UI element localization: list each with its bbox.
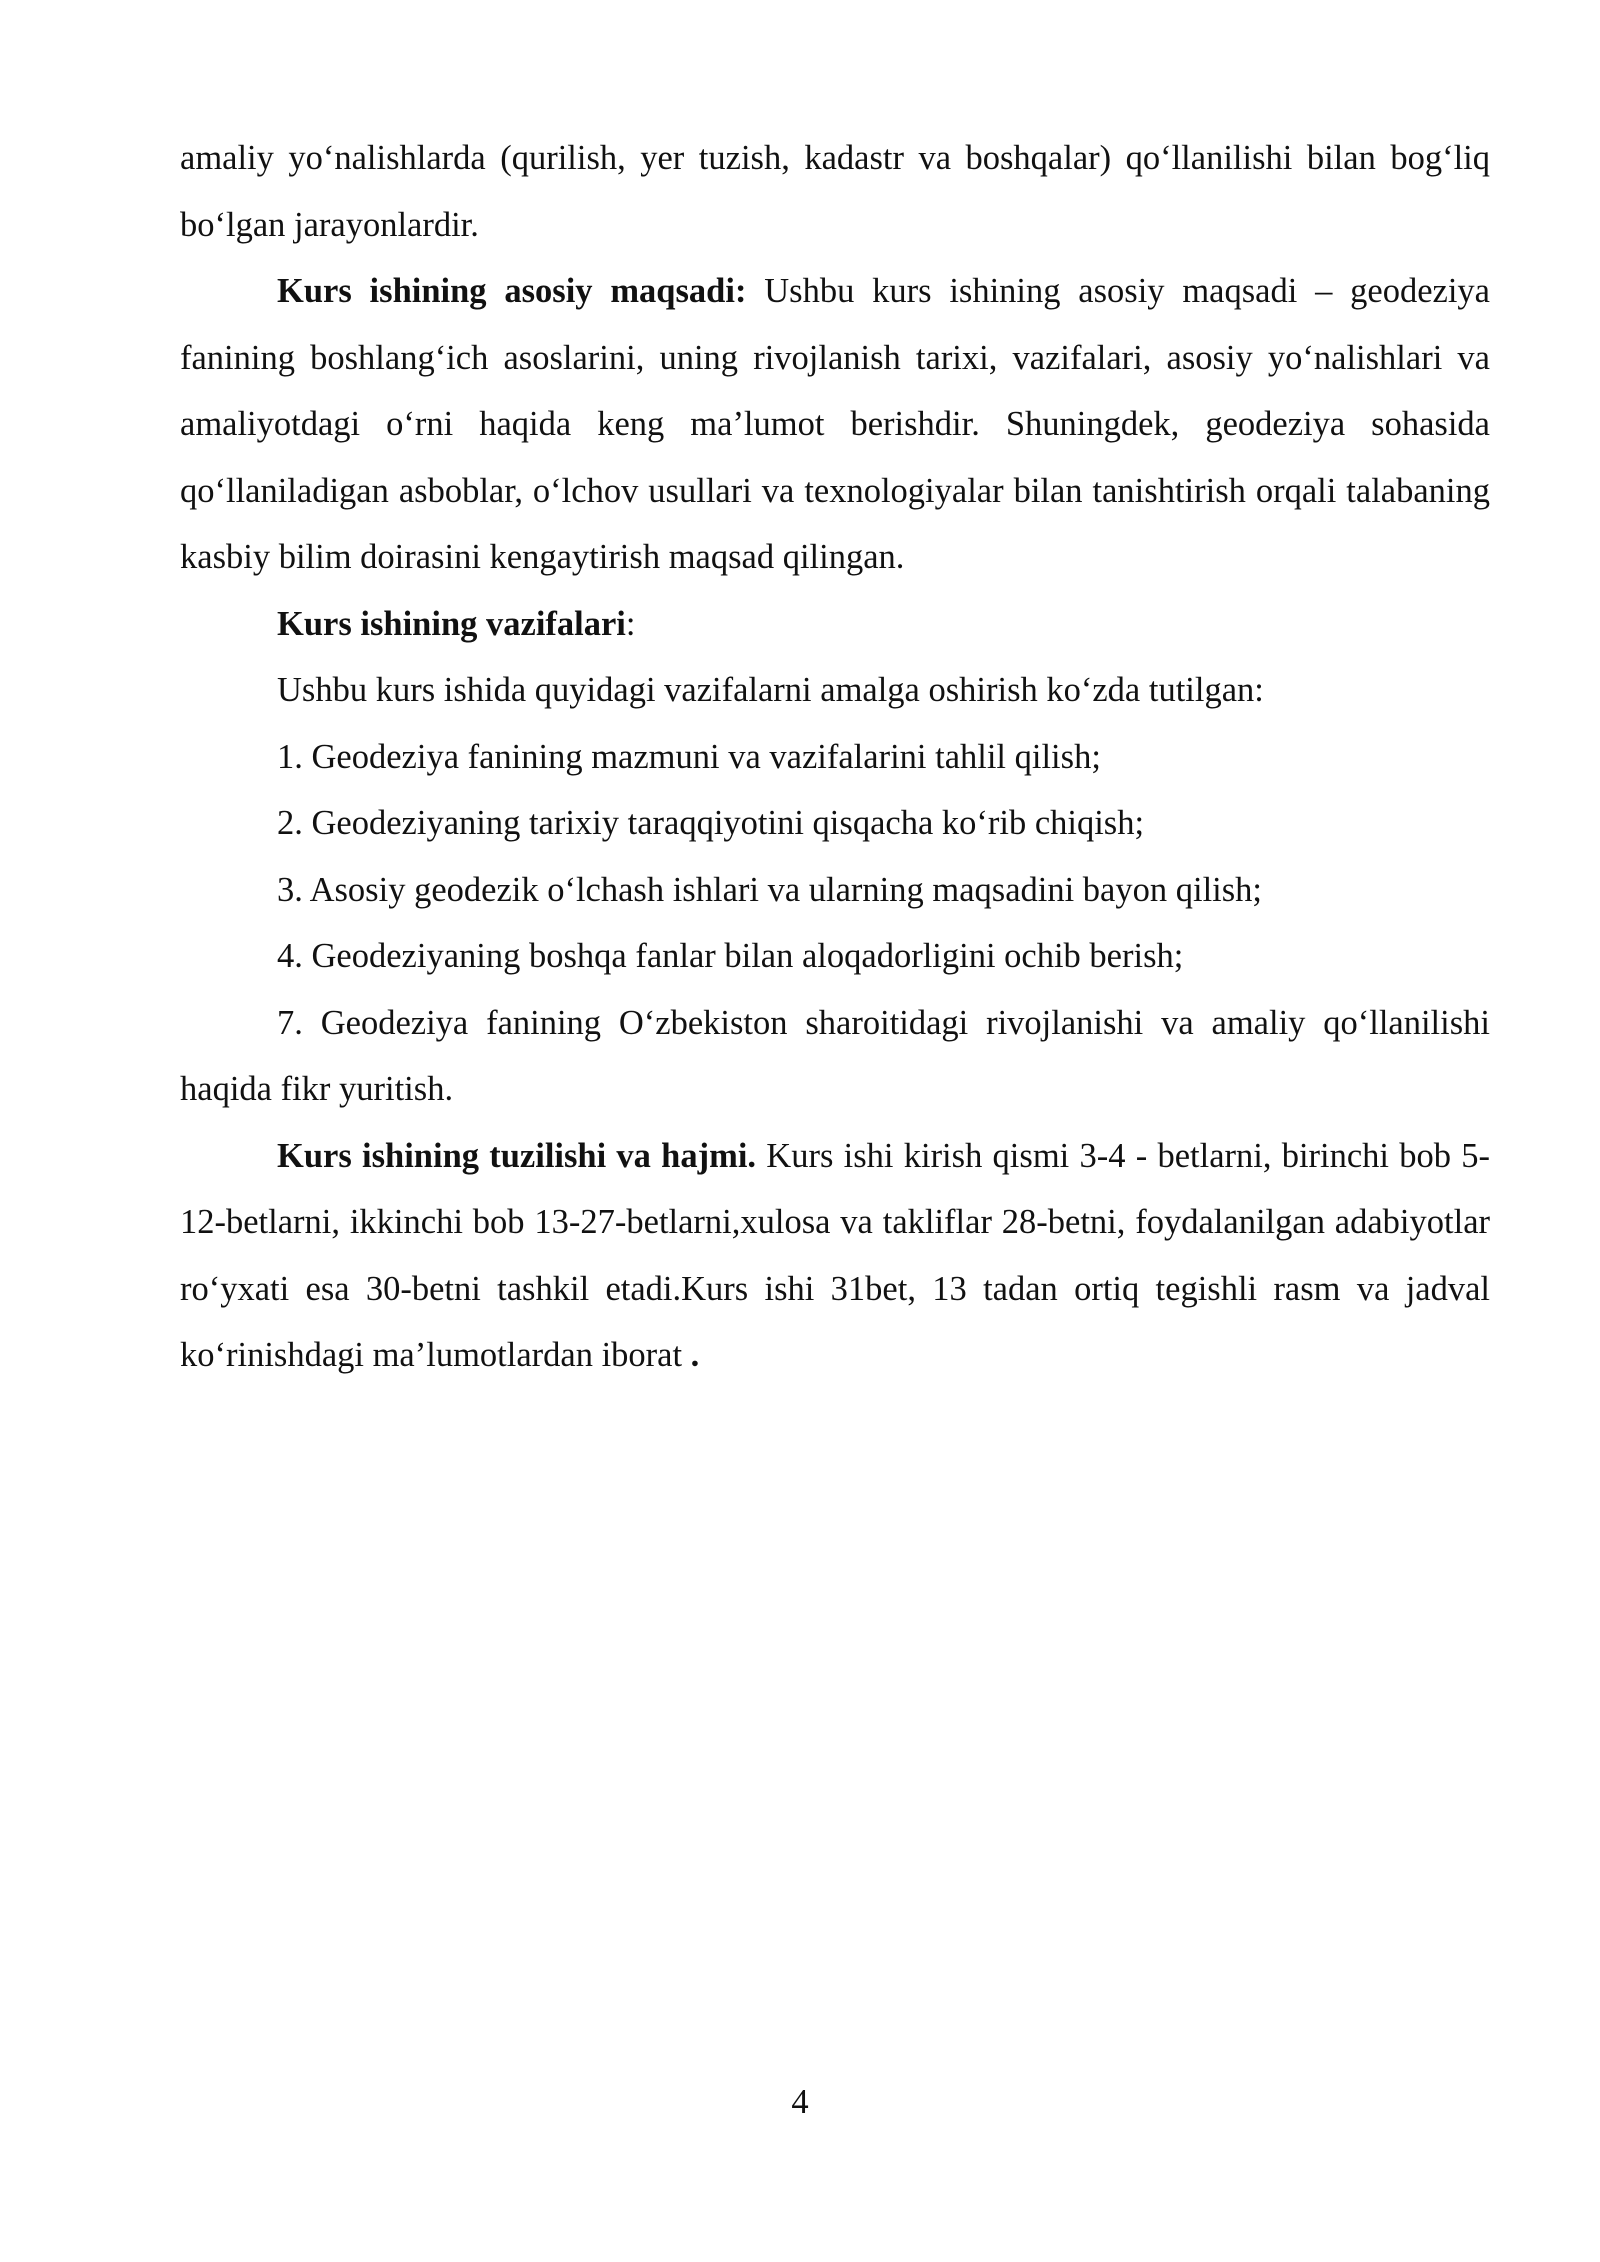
goal-heading: Kurs ishining asosiy maqsadi: (277, 272, 747, 310)
task-item-4: 4. Geodeziyaning boshqa fanlar bilan aloqadorligini ochib berish; (277, 937, 1184, 975)
document-page (180, 125, 1490, 1389)
tasks-heading-colon: : (625, 604, 636, 643)
page-number: 4 (791, 2083, 809, 2121)
tasks-lead-paragraph: Ushbu kurs ishida quyidagi vazifalarni amalga oshirish ko‘zda tutilgan: (277, 671, 1264, 709)
tasks-heading: Kurs ishining vazifalari (277, 604, 626, 643)
tasks-heading-paragraph (180, 591, 1490, 658)
intro-continuation-paragraph: amaliy yo‘nalishlarda (qurilish, yer tuzish, kadastr va boshqalar) qo‘llanilishi bilan bog‘liq bo‘lgan jarayonlardir. (180, 139, 1490, 244)
task-item-2: 2. Geodeziyaning tarixiy taraqqiyotini qisqacha ko‘rib chiqish; (277, 804, 1145, 842)
goal-text: Ushbu kurs ishining asosiy maqsadi – geodeziya fanining boshlang‘ich asoslarini, uning rivojlanish tarixi, vazifalari, asosiy yo‘nalishlari va amaliyotdagi o‘rni haqida keng ma’lumot berishdir. Shuningdek, geodeziya sohasida qo‘llaniladigan asboblar, o‘lchov usullari va texnologiyalar bilan tanishtirish orqali talabaning kasbiy bilim doirasini kengaytirish maqsad qilingan. (180, 272, 1490, 576)
task-item-3: 3. Asosiy geodezik o‘lchash ishlari va ularning maqsadini bayon qilish; (277, 870, 1263, 909)
goal-paragraph (180, 258, 1490, 591)
task-item-1: 1. Geodeziya fanining mazmuni va vazifalarini tahlil qilish; (277, 737, 1101, 776)
structure-end-mark: . (690, 1336, 700, 1374)
structure-paragraph (180, 1123, 1490, 1389)
task-item-7: 7. Geodeziya fanining O‘zbekiston sharoitidagi rivojlanishi va amaliy qo‘llanilishi haqida fikr yuritish. (180, 1003, 1490, 1108)
structure-text: Kurs ishi kirish qismi 3-4 - betlarni, birinchi bob 5-12-betlarni, ikkinchi bob 13-27-betlarni,xulosa va takliflar 28-betni, foydalanilgan adabiyotlar ro‘yxati esa 30-betni tashkil etadi.Kurs ishi 31bet, 13 tadan ortiq tegishli rasm va jadval ko‘rinishdagi ma’lumotlardan iborat (180, 1136, 1490, 1374)
structure-heading: Kurs ishining tuzilishi va hajmi. (277, 1136, 757, 1175)
